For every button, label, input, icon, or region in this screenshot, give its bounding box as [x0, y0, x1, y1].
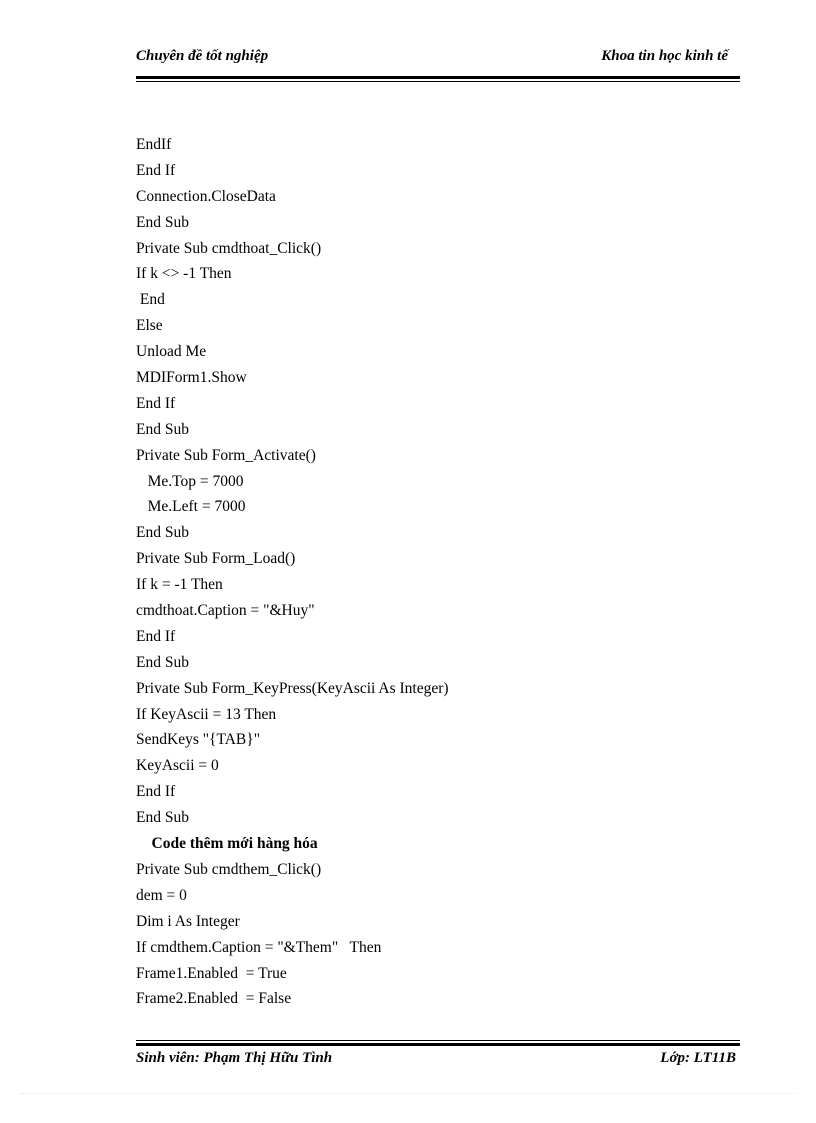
- code-line: End If: [136, 161, 176, 179]
- code-line: Dim i As Integer: [136, 912, 240, 930]
- code-line: Private Sub cmdthem_Click(): [136, 860, 322, 878]
- code-line: Frame1.Enabled = True: [136, 964, 287, 982]
- code-line: End If: [136, 783, 176, 801]
- code-line: KeyAscii = 0: [136, 757, 219, 775]
- code-line: Me.Left = 7000: [136, 498, 246, 516]
- footer-rule-thin: [136, 1040, 740, 1041]
- code-line: cmdthoat.Caption = "&Huy": [136, 602, 315, 620]
- section-heading: Code thêm mới hàng hóa: [136, 835, 318, 853]
- code-line: Private Sub Form_KeyPress(KeyAscii As Integer): [136, 679, 449, 697]
- page-footer: [136, 1050, 740, 1072]
- code-line: Private Sub Form_Activate(): [136, 446, 316, 464]
- code-line: Frame2.Enabled = False: [136, 990, 292, 1008]
- code-line: Connection.CloseData: [136, 187, 276, 205]
- header-rule-thick: [136, 76, 740, 79]
- code-line: Private Sub cmdthoat_Click(): [136, 239, 322, 257]
- header-rule-thin: [136, 81, 740, 82]
- page-header: [136, 48, 740, 72]
- code-line: End Sub: [136, 524, 189, 542]
- code-line: Me.Top = 7000: [136, 472, 244, 490]
- code-line: End: [136, 291, 165, 309]
- code-line: End Sub: [136, 213, 189, 231]
- code-line: If k <> -1 Then: [136, 265, 232, 283]
- code-line: End If: [136, 627, 176, 645]
- footer-student-name: Sinh viên: Phạm Thị Hữu Tình: [136, 1050, 333, 1066]
- code-line: MDIForm1.Show: [136, 369, 247, 387]
- footer-rule-thick: [136, 1043, 740, 1046]
- header-thesis-title: Chuyên đề tốt nghiệp: [136, 48, 269, 64]
- footer-class-name: Lớp: LT11B: [660, 1050, 736, 1066]
- code-line: dem = 0: [136, 886, 187, 904]
- code-line: End Sub: [136, 420, 189, 438]
- code-listing: [136, 132, 736, 1012]
- code-line: If cmdthem.Caption = "&Them" Then: [136, 938, 382, 956]
- code-line: Unload Me: [136, 343, 207, 361]
- code-line: End Sub: [136, 653, 189, 671]
- code-line: End Sub: [136, 809, 189, 827]
- code-line: Private Sub Form_Load(): [136, 550, 296, 568]
- header-faculty-name: Khoa tin học kinh tế: [601, 48, 728, 64]
- code-line: If KeyAscii = 13 Then: [136, 705, 277, 723]
- code-line: End If: [136, 394, 176, 412]
- code-line: SendKeys "{TAB}": [136, 731, 261, 749]
- code-line: EndIf: [136, 136, 172, 153]
- page-bottom-edge: [20, 1093, 796, 1095]
- code-line: Else: [136, 317, 163, 335]
- code-line: If k = -1 Then: [136, 576, 223, 594]
